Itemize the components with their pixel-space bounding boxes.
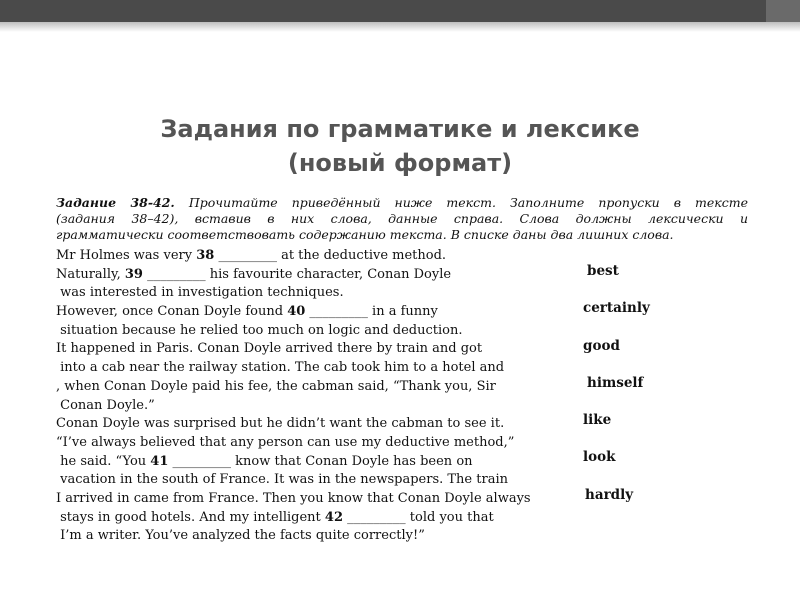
text-line-content: However, once Conan Doyle found	[56, 304, 288, 320]
word-bank-item: certainly	[583, 300, 650, 317]
word-bank-item: good	[583, 337, 620, 354]
text-line-content: stays in good hotels. And my intelligent	[56, 509, 325, 525]
text-line-rest: _________ know that Conan Doyle has been on	[168, 453, 473, 469]
gap-number: 39	[124, 266, 143, 282]
top-bar-accent	[766, 0, 800, 22]
gap-number: 40	[287, 304, 306, 320]
text-line	[56, 247, 596, 266]
text-line-content: was interested in investigation techniques.	[56, 285, 344, 301]
text-line	[56, 471, 596, 490]
text-line-content: Conan Doyle was surprised but he didn’t want the cabman to see it.	[56, 416, 505, 432]
text-line	[56, 284, 596, 303]
text-line	[56, 453, 596, 472]
text-line-content: , when Conan Doyle paid his fee, the cabman said, “Thank you, Sir	[56, 378, 496, 394]
title-line-1: Задания по грамматике и лексике	[160, 115, 640, 143]
text-line-rest: _________ at the deductive method.	[214, 248, 447, 263]
text-line-content: Conan Doyle.”	[56, 397, 155, 413]
text-line-content: I arrived in came from France. Then you know that Conan Doyle always	[56, 490, 531, 506]
text-line-content: Naturally,	[56, 266, 125, 282]
text-line	[56, 397, 596, 416]
text-line-content: vacation in the south of France. It was in the newspapers. The train	[56, 472, 508, 488]
text-line	[56, 378, 596, 397]
text-line	[56, 490, 596, 509]
text-line-content: It happened in Paris. Conan Doyle arrived there by train and got	[56, 341, 483, 357]
word-bank-item: himself	[587, 374, 644, 391]
text-line-content: he said. “You	[56, 453, 151, 469]
title-line-2: (новый формат)	[287, 149, 513, 177]
instruction-line-2: (задания 38–42), вставив в них слова, данные справа. Слова должны лексически и	[56, 211, 748, 226]
word-bank-item: best	[587, 263, 619, 279]
text-line-content: into a cab near the railway station. The cab took him to a hotel and	[56, 360, 505, 376]
text-line-content: “I’ve always believed that any person can use my deductive method,”	[56, 434, 515, 450]
text-line-content: Mr Holmes was very	[56, 248, 197, 263]
word-bank-item: like	[583, 412, 612, 429]
text-line	[56, 359, 596, 378]
text-line	[56, 434, 596, 453]
text-line	[56, 509, 596, 528]
word-bank	[583, 262, 703, 523]
instruction-line-3: грамматически соответствовать содержанию текста. В списке даны два лишних слова.	[56, 227, 674, 242]
word-bank-item: hardly	[585, 486, 634, 503]
story-text	[56, 247, 596, 546]
instruction-text-1: Прочитайте приведённый ниже текст. Заполните пропуски в тексте	[188, 195, 748, 210]
text-line	[56, 322, 596, 341]
text-line	[56, 415, 596, 434]
top-bar	[0, 0, 800, 22]
task-instruction	[56, 195, 748, 243]
text-line	[56, 266, 596, 285]
task-label: Задание 38-42.	[56, 195, 175, 210]
text-line-rest: _________ in a funny	[305, 304, 438, 320]
instruction-line-1	[56, 195, 748, 211]
text-line-content: I’m a writer. You’ve analyzed the facts quite correctly!”	[56, 528, 425, 544]
text-line-content: situation because he relied too much on logic and deduction.	[56, 322, 463, 338]
word-bank-item: look	[583, 449, 616, 466]
gap-number: 41	[150, 453, 169, 469]
text-line	[56, 340, 596, 359]
text-line	[56, 303, 596, 322]
slide-title	[0, 112, 800, 180]
text-line-rest: _________ told you that	[343, 509, 494, 525]
top-bar-shadow	[0, 22, 800, 32]
gap-number: 38	[196, 248, 215, 263]
text-line	[56, 527, 596, 546]
gap-number: 42	[324, 509, 344, 525]
text-line-rest: _________ his favourite character, Conan Doyle	[142, 266, 452, 282]
